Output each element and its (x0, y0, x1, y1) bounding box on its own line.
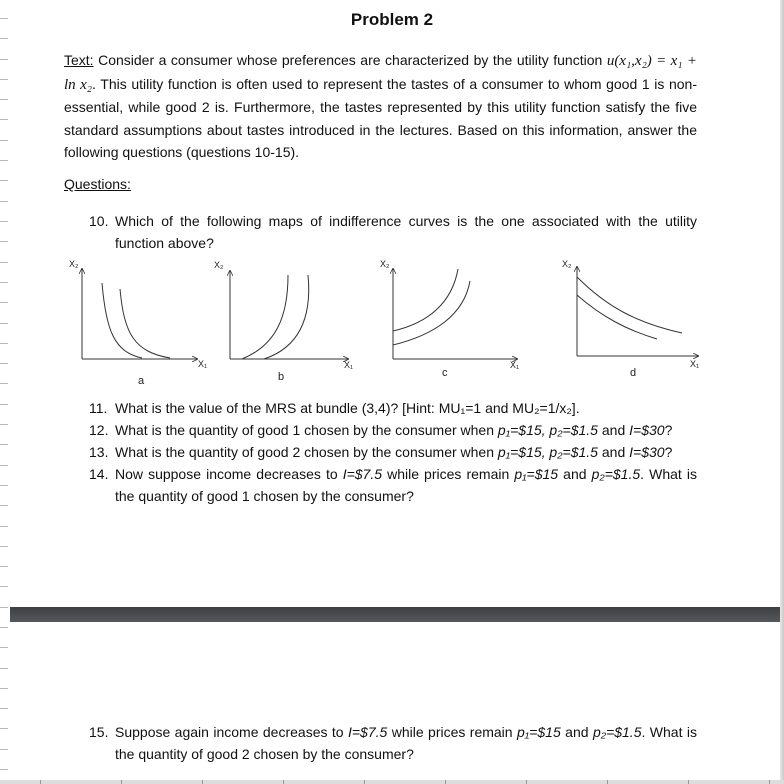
ruler-tick (0, 546, 8, 547)
page-title: Problem 2 (350, 10, 434, 29)
ruler-tick (0, 221, 8, 222)
bottom-tick (364, 780, 365, 784)
left-ruler (0, 0, 10, 784)
y-axis-label: X₂ (380, 259, 390, 269)
ruler-tick (0, 201, 8, 202)
ruler-tick (0, 424, 8, 425)
y-axis-label: X₂ (214, 260, 224, 270)
bottom-tick (607, 780, 608, 784)
question-13 (89, 441, 697, 463)
ruler-tick (0, 769, 8, 770)
x-axis-label: X₁ (510, 360, 520, 370)
bottom-tick (283, 780, 284, 784)
y-axis-label: X₂ (69, 259, 79, 269)
y-axis-label: X₂ (562, 259, 572, 269)
ruler-tick (0, 59, 8, 60)
ruler-tick (0, 444, 8, 445)
ruler-tick (0, 343, 8, 344)
ruler-tick (0, 465, 8, 466)
x-axis-label: X₁ (344, 360, 354, 370)
ruler-tick (0, 607, 8, 608)
question-number: 15. (89, 724, 109, 740)
graph-d (562, 259, 699, 379)
ruler-tick (0, 688, 8, 689)
question-11 (89, 397, 697, 419)
graph-caption: d (630, 367, 637, 379)
graph-caption: a (138, 375, 145, 387)
intro-paragraph (64, 49, 697, 164)
ruler-tick (0, 647, 8, 648)
bottom-tick (202, 780, 203, 784)
question-number: 11. (89, 400, 108, 416)
graph-c (380, 259, 519, 379)
graph-caption: c (442, 367, 448, 379)
x-axis-label: X₁ (198, 359, 208, 369)
ruler-tick (0, 180, 8, 181)
ruler-tick (0, 566, 8, 567)
x-axis-label: X₁ (690, 359, 700, 369)
question-text: Now suppose income decreases to I=$7.5 while prices remain p₁=$15 and p₂=$1.5. What is the quantity of good 1 chosen by the consumer? (115, 466, 697, 504)
ruler-tick (0, 586, 8, 587)
ruler-tick (0, 79, 8, 80)
ruler-tick (0, 302, 8, 303)
utility-formula: u(x₁,x₂) = x₁ + ln x₂ (64, 53, 698, 93)
graph-b (214, 260, 353, 383)
question-text: What is the quantity of good 1 chosen by the consumer when p₁=$15, p₂=$1.5 and I=$30? (115, 422, 673, 438)
indifference-curve-maps (62, 255, 712, 390)
ruler-tick (0, 323, 8, 324)
bottom-tick (40, 780, 41, 784)
ruler-tick (0, 383, 8, 384)
question-text: What is the quantity of good 2 chosen by the consumer when p₁=$15, p₂=$1.5 and I=$30? (115, 444, 673, 460)
ruler-tick (0, 140, 8, 141)
question-text: Which of the following maps of indifference curves is the one associated with the utility function above? (115, 213, 697, 251)
intro-text-after: . This utility function is often used to represent the tastes of a consumer to whom good 1 is non-essential, while good 2 is. Furthermore, the tastes represented by this utility function satisfy the five standard assumptions about tastes introduced in the lectures. Based on this information, answer the following questions (questions 10-15). (64, 75, 698, 160)
question-15 (89, 721, 697, 765)
bottom-tick (688, 780, 689, 784)
page-right-edge (780, 0, 784, 784)
page-bottom-edge (0, 780, 784, 784)
questions-heading: Questions: (64, 176, 131, 192)
ruler-tick (0, 38, 8, 39)
ruler-tick (0, 526, 8, 527)
bottom-tick (769, 780, 770, 784)
question-number: 13. (89, 444, 109, 460)
question-12 (89, 419, 697, 441)
ruler-tick (0, 119, 8, 120)
question-number: 14. (89, 466, 109, 482)
ruler-tick (0, 749, 8, 750)
ruler-tick (0, 241, 8, 242)
question-14 (89, 463, 697, 507)
question-text: What is the value of the MRS at bundle (3,4)? [Hint: MU₁=1 and MU₂=1/x₂]. (115, 400, 580, 416)
ruler-tick (0, 728, 8, 729)
bottom-tick (445, 780, 446, 784)
question-text: Suppose again income decreases to I=$7.5 while prices remain p₁=$15 and p₂=$1.5. What is the quantity of good 2 chosen by the consumer? (115, 724, 697, 762)
question-10 (89, 210, 697, 254)
ruler-tick (0, 99, 8, 100)
graph-caption: b (278, 371, 285, 383)
ruler-tick (0, 505, 8, 506)
page-break-bar (10, 607, 780, 622)
ruler-tick (0, 485, 8, 486)
ruler-tick (0, 160, 8, 161)
ruler-tick (0, 404, 8, 405)
graph-a (69, 259, 207, 387)
ruler-tick (0, 627, 8, 628)
ruler-tick (0, 262, 8, 263)
question-number: 10. (89, 213, 109, 229)
question-number: 12. (89, 422, 109, 438)
bottom-tick (121, 780, 122, 784)
bottom-tick (526, 780, 527, 784)
ruler-tick (0, 363, 8, 364)
ruler-tick (0, 708, 8, 709)
intro-text-before: Consider a consumer whose preferences are characterized by the utility function (93, 52, 603, 68)
ruler-tick (0, 282, 8, 283)
ruler-tick (0, 668, 8, 669)
intro-label: Text: (64, 52, 94, 68)
